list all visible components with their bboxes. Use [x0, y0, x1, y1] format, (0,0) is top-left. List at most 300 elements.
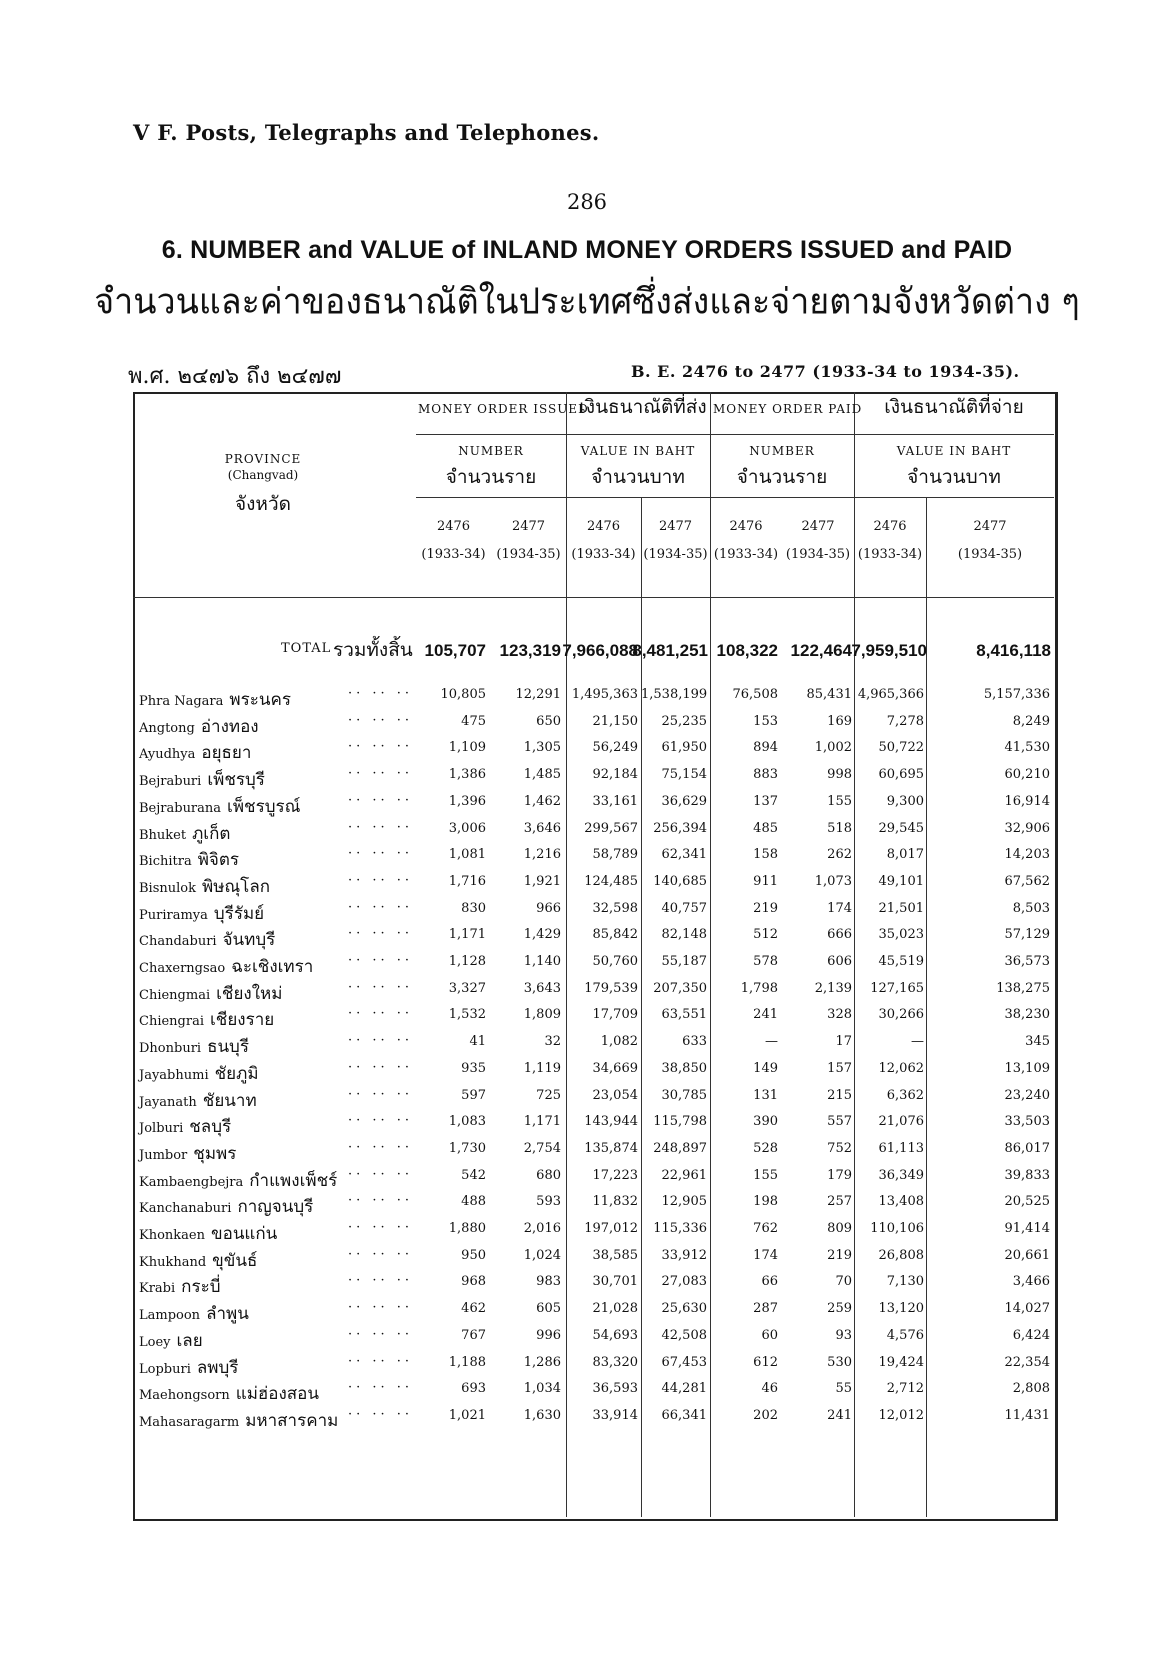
- table-cell: 85,842: [592, 927, 638, 943]
- table-cell: 894: [753, 740, 778, 756]
- table-cell: 61,113: [878, 1140, 924, 1156]
- table-cell: 605: [536, 1301, 561, 1317]
- total-cell: 7,959,510: [851, 641, 927, 660]
- table-cell: 63,551: [661, 1007, 707, 1023]
- table-cell: 1,921: [523, 873, 561, 889]
- table-cell: 157: [827, 1060, 852, 1076]
- table-cell: 179,539: [584, 980, 638, 996]
- table-cell: 33,914: [592, 1407, 638, 1423]
- table-cell: 2,139: [814, 980, 852, 996]
- header-rule-bottom: [133, 597, 1054, 598]
- province-name-thai: กำแพงเพ็ชร์: [249, 1170, 338, 1191]
- table-cell: 12,062: [878, 1060, 924, 1076]
- table-cell: 4,965,366: [857, 687, 924, 702]
- leader-dots: ·· ·· ··: [348, 1273, 414, 1289]
- province-name-thai: ขุขันธ์: [212, 1250, 258, 1271]
- table-cell: 207,350: [653, 980, 707, 996]
- table-cell: 485: [753, 820, 778, 836]
- table-cell: 13,408: [878, 1194, 924, 1210]
- year-header: 2476: [586, 519, 621, 534]
- table-row: [133, 843, 1053, 871]
- table-row: [133, 923, 1053, 951]
- table-cell: 66,341: [661, 1407, 707, 1423]
- table-cell: 14,203: [1004, 847, 1050, 863]
- table-row: [133, 1084, 1053, 1112]
- province-name-english: Mahasaragarm: [139, 1414, 240, 1430]
- province-name-english: Bhuket: [139, 827, 187, 843]
- table-cell: 950: [461, 1247, 486, 1263]
- table-cell: 1,216: [523, 847, 561, 863]
- section-heading: V F. Posts, Telegraphs and Telephones.: [133, 120, 600, 145]
- province-name-english: Puriramya: [139, 907, 208, 923]
- table-cell: 29,545: [878, 820, 924, 836]
- leader-dots: ·· ·· ··: [348, 766, 414, 782]
- table-cell: 1,429: [523, 927, 561, 943]
- province-name-english: Bejraburana: [139, 800, 222, 816]
- province-name-english: Chiengrai: [139, 1014, 204, 1030]
- table-cell: 85,431: [806, 687, 852, 702]
- table-cell: 155: [753, 1167, 778, 1183]
- leader-dots: ·· ·· ··: [348, 1033, 414, 1049]
- table-cell: 1,730: [448, 1140, 486, 1156]
- table-cell: 169: [827, 713, 852, 729]
- table-cell: 1,073: [814, 873, 852, 889]
- table-cell: 36,629: [661, 793, 707, 809]
- table-cell: 1,119: [523, 1060, 561, 1076]
- table-cell: 1,532: [448, 1007, 486, 1023]
- table-cell: 1,485: [523, 767, 561, 783]
- table-cell: 390: [753, 1114, 778, 1130]
- table-cell: 241: [753, 1007, 778, 1023]
- province-name-english: Ayudhya: [139, 747, 196, 763]
- table-cell: 911: [753, 873, 778, 889]
- table-cell: 762: [753, 1221, 778, 1236]
- table-cell: 21,076: [878, 1114, 924, 1130]
- table-cell: 50,722: [878, 740, 924, 756]
- table-cell: 41: [469, 1034, 486, 1050]
- province-name-english: Jayanath: [139, 1094, 197, 1110]
- province-name-english: Lopburi: [139, 1361, 191, 1377]
- table-cell: 135,874: [584, 1140, 638, 1156]
- table-cell: 3,006: [448, 820, 486, 836]
- table-cell: 1,305: [523, 740, 561, 756]
- table-cell: 262: [827, 847, 852, 863]
- province-name-thai: ขอนแก่น: [210, 1224, 278, 1244]
- table-cell: 12,905: [661, 1194, 707, 1210]
- province-name-english: Maehongsorn: [139, 1388, 230, 1404]
- leader-dots: ·· ·· ··: [348, 1380, 414, 1396]
- group-paid-label: MONEY ORDER PAID: [713, 402, 863, 416]
- province-name-thai: จันทบุรี: [222, 930, 276, 951]
- table-cell: 996: [536, 1327, 561, 1343]
- province-name-thai: อ่างทอง: [200, 716, 259, 737]
- year-header: 2477: [658, 519, 693, 534]
- leader-dots: ·· ·· ··: [348, 899, 414, 915]
- leader-dots: ·· ·· ··: [348, 1006, 414, 1022]
- table-cell: 11,431: [1004, 1407, 1050, 1423]
- year-header: 2476: [436, 519, 471, 534]
- province-name-thai: ชลบุรี: [189, 1117, 232, 1138]
- total-cell: 8,481,251: [632, 641, 708, 660]
- table-cell: 1,083: [448, 1114, 486, 1130]
- table-cell: 27,083: [661, 1274, 707, 1290]
- total-label: TOTAL: [281, 641, 332, 656]
- table-cell: 23,054: [592, 1087, 638, 1103]
- table-cell: 33,161: [592, 793, 638, 809]
- province-name-english: Bejraburi: [139, 774, 202, 790]
- table-cell: 22,961: [661, 1167, 707, 1183]
- year-header: 2476: [873, 519, 907, 534]
- table-cell: 1,171: [448, 927, 486, 943]
- total-row: [133, 635, 1053, 663]
- table-cell: 650: [536, 713, 561, 729]
- province-name-english: Jumbor: [139, 1147, 188, 1163]
- table-row: [133, 1003, 1053, 1031]
- table-cell: 512: [753, 927, 778, 943]
- table-cell: 115,336: [653, 1221, 707, 1236]
- table-cell: 55,187: [661, 954, 707, 969]
- table-cell: 883: [753, 767, 778, 783]
- table-cell: 38,230: [1004, 1007, 1050, 1023]
- province-name-thai: พิจิตร: [197, 850, 240, 871]
- money-orders-table: [133, 392, 1055, 1519]
- table-cell: 1,286: [523, 1354, 561, 1370]
- table-cell: 197,012: [584, 1221, 638, 1236]
- table-cell: 1,081: [448, 847, 486, 863]
- table-cell: 1,462: [523, 793, 561, 809]
- table-cell: 767: [461, 1327, 486, 1343]
- table-cell: 7,278: [886, 713, 924, 729]
- table-cell: 475: [461, 713, 486, 729]
- table-cell: 219: [827, 1247, 852, 1263]
- table-cell: 1,171: [523, 1114, 561, 1130]
- table-cell: 158: [753, 847, 778, 863]
- table-cell: 60: [761, 1327, 778, 1343]
- table-cell: 143,944: [584, 1114, 638, 1130]
- table-row: [133, 1190, 1053, 1218]
- table-cell: 935: [461, 1060, 486, 1076]
- province-name-thai: เชียงราย: [210, 1010, 275, 1031]
- leader-dots: ·· ·· ··: [348, 686, 414, 701]
- table-cell: 215: [827, 1087, 852, 1103]
- province-name-english: Dhonburi: [139, 1041, 202, 1057]
- leader-dots: ·· ·· ··: [348, 819, 414, 835]
- province-name: [139, 1407, 338, 1434]
- table-cell: 92,184: [592, 767, 638, 783]
- table-cell: 60,210: [1004, 767, 1050, 783]
- leader-dots: ·· ·· ··: [348, 926, 414, 942]
- province-name-english: Bisnulok: [139, 880, 196, 896]
- table-cell: 256,394: [653, 820, 707, 836]
- table-row: [133, 1404, 1053, 1432]
- table-cell: 7,130: [886, 1274, 924, 1290]
- table-cell: 40,757: [661, 900, 707, 916]
- table-cell: 1,021: [448, 1407, 486, 1423]
- table-cell: 257: [827, 1194, 852, 1210]
- table-row: [133, 950, 1053, 978]
- year-span-header: (1933-34): [571, 547, 636, 562]
- province-name-english: Kambaengbejra: [139, 1174, 244, 1190]
- table-cell: 1,396: [448, 793, 486, 809]
- table-row: [133, 1137, 1053, 1165]
- table-cell: 58,789: [592, 847, 638, 863]
- table-cell: 4,576: [886, 1327, 924, 1343]
- table-cell: 462: [461, 1301, 486, 1317]
- table-cell: 91,414: [1004, 1221, 1050, 1236]
- table-title-thai: จำนวนและค่าของธนาณัติในประเทศซึ่งส่งและจ่ายตามจังหวัดต่าง ๆ: [94, 281, 1080, 324]
- table-row: [133, 1377, 1053, 1405]
- table-row: [133, 1351, 1053, 1379]
- table-cell: 198: [753, 1194, 778, 1210]
- table-cell: 32,906: [1004, 820, 1050, 836]
- table-cell: 30,785: [661, 1087, 707, 1103]
- table-cell: 530: [827, 1354, 852, 1370]
- table-cell: 597: [461, 1087, 486, 1103]
- table-cell: 1,002: [814, 740, 852, 756]
- leader-dots: ·· ·· ··: [348, 953, 414, 968]
- table-title-english: 6. NUMBER and VALUE of INLAND MONEY ORDERS ISSUED and PAID: [161, 236, 1013, 264]
- table-cell: 241: [827, 1407, 852, 1423]
- province-name-thai: เพ็ชรบูรณ์: [227, 796, 301, 817]
- table-cell: 518: [827, 820, 852, 836]
- leader-dots: ·· ·· ··: [348, 1113, 414, 1129]
- table-cell: —: [765, 1034, 778, 1050]
- table-cell: 60,695: [878, 767, 924, 783]
- table-cell: 36,593: [592, 1381, 638, 1397]
- table-cell: 115,798: [653, 1114, 707, 1130]
- table-cell: 2,808: [1012, 1381, 1050, 1397]
- table-cell: 124,485: [584, 873, 638, 889]
- table-cell: 49,101: [878, 873, 924, 889]
- province-name-english: Phra Nagara: [139, 694, 224, 709]
- table-cell: 179: [827, 1167, 852, 1183]
- table-cell: 140,685: [653, 873, 707, 889]
- leader-dots: ·· ·· ··: [348, 1220, 414, 1235]
- table-cell: 42,508: [661, 1327, 707, 1343]
- group-issued-label: MONEY ORDER ISSUED: [418, 402, 589, 416]
- table-cell: 1,140: [523, 954, 561, 969]
- table-cell: 998: [827, 767, 852, 783]
- table-cell: 666: [827, 927, 852, 943]
- table-cell: 70: [835, 1274, 852, 1290]
- period-english: B. E. 2476 to 2477 (1933-34 to 1934-35).: [631, 362, 1020, 381]
- year-header: 2477: [801, 519, 835, 534]
- table-cell: 542: [461, 1167, 486, 1183]
- table-cell: 25,235: [661, 713, 707, 729]
- table-cell: 32,598: [592, 900, 638, 916]
- province-name-thai: ธนบุรี: [207, 1037, 249, 1058]
- table-cell: 1,716: [448, 873, 486, 889]
- table-cell: 12,291: [515, 687, 561, 702]
- table-cell: 219: [753, 900, 778, 916]
- table-cell: 137: [753, 793, 778, 809]
- table-row: [133, 1297, 1053, 1325]
- province-name-thai: ลพบุรี: [196, 1357, 239, 1378]
- group-paid-label-thai: เงินธนาณัติที่จ่าย: [884, 396, 1024, 418]
- table-cell: 54,693: [592, 1327, 638, 1343]
- province-name-english: Chandaburi: [139, 934, 217, 950]
- year-header: 2477: [511, 519, 546, 534]
- table-cell: 299,567: [584, 820, 638, 836]
- table-cell: 30,266: [878, 1007, 924, 1023]
- table-cell: 67,453: [661, 1354, 707, 1370]
- table-cell: 2,016: [523, 1221, 561, 1236]
- paid-number-header: NUMBER: [749, 444, 815, 458]
- table-cell: 149: [753, 1060, 778, 1076]
- province-header-thai: จังหวัด: [235, 493, 291, 515]
- province-name-english: Angtong: [139, 720, 195, 736]
- paid-value-header-thai: จำนวนบาท: [907, 466, 1001, 488]
- table-cell: 6,362: [886, 1087, 924, 1103]
- table-cell: 17: [835, 1034, 852, 1050]
- table-cell: 174: [753, 1247, 778, 1263]
- province-name-thai: เพ็ชรบุรี: [207, 770, 265, 791]
- table-cell: 3,327: [448, 980, 486, 996]
- table-cell: 62,341: [661, 847, 707, 863]
- table-cell: 725: [536, 1087, 561, 1103]
- leader-dots: ·· ·· ··: [348, 1086, 414, 1102]
- leader-dots: ·· ·· ··: [348, 1353, 414, 1369]
- table-row: [133, 1164, 1053, 1192]
- table-row: [133, 1217, 1053, 1245]
- province-name-thai: พิษณุโลก: [202, 876, 271, 897]
- table-row: [133, 1110, 1053, 1138]
- table-cell: 20,525: [1004, 1194, 1050, 1210]
- total-cell: 122,464: [790, 641, 852, 660]
- table-row: [133, 683, 1053, 711]
- total-cell: 8,416,118: [976, 641, 1051, 660]
- table-cell: 3,466: [1012, 1274, 1050, 1290]
- table-cell: 93: [835, 1327, 852, 1343]
- table-cell: 345: [1025, 1034, 1050, 1050]
- table-row: [133, 1030, 1053, 1058]
- province-name-english: Jolburi: [139, 1121, 184, 1137]
- table-cell: 26,808: [878, 1247, 924, 1263]
- issued-value-header-thai: จำนวนบาท: [591, 466, 685, 488]
- paid-number-header-thai: จำนวนราย: [736, 466, 828, 488]
- table-cell: 41,530: [1004, 740, 1050, 756]
- table-row: [133, 1270, 1053, 1298]
- table-cell: 1,386: [448, 767, 486, 783]
- table-cell: 55: [835, 1381, 852, 1397]
- table-cell: 2,754: [523, 1140, 561, 1156]
- table-cell: 11,832: [592, 1194, 638, 1210]
- table-cell: 45,519: [878, 954, 924, 969]
- province-name-thai: ลำพูน: [206, 1304, 249, 1325]
- table-cell: 33,503: [1004, 1114, 1050, 1130]
- table-cell: 57,129: [1004, 927, 1050, 943]
- table-cell: 8,017: [886, 847, 924, 863]
- table-cell: 83,320: [592, 1354, 638, 1370]
- table-cell: 752: [827, 1140, 852, 1156]
- province-name-english: Bichitra: [139, 854, 192, 870]
- table-cell: 3,646: [523, 820, 561, 836]
- leader-dots: ·· ·· ··: [348, 1246, 414, 1262]
- total-cell: 105,707: [424, 641, 486, 660]
- table-cell: 20,661: [1004, 1247, 1050, 1263]
- province-header: PROVINCE: [224, 452, 302, 466]
- paid-value-header: VALUE IN BAHT: [896, 444, 1012, 458]
- table-cell: 67,562: [1004, 873, 1050, 889]
- table-cell: 110,106: [870, 1221, 924, 1236]
- province-name-english: Jayabhumi: [139, 1067, 209, 1083]
- table-cell: 1,188: [448, 1354, 486, 1370]
- table-cell: 1,109: [448, 740, 486, 756]
- province-name-english: Chiengmai: [139, 987, 211, 1003]
- table-row: [133, 790, 1053, 818]
- table-cell: 12,012: [878, 1407, 924, 1423]
- header-rule-group: [416, 434, 1054, 435]
- table-cell: 13,109: [1004, 1060, 1050, 1076]
- leader-dots: ·· ·· ··: [348, 1193, 414, 1209]
- table-cell: 966: [536, 900, 561, 916]
- province-name-thai: มหาสารคาม: [245, 1410, 339, 1431]
- table-row: [133, 977, 1053, 1005]
- table-cell: 1,128: [448, 954, 486, 969]
- table-cell: 17,223: [592, 1167, 638, 1183]
- table-cell: 32: [544, 1034, 561, 1050]
- province-name-thai: แม่ฮ่องสอน: [235, 1384, 319, 1405]
- table-cell: 983: [536, 1274, 561, 1290]
- period-thai: พ.ศ. ๒๔๗๖ ถึง ๒๔๗๗: [128, 364, 342, 389]
- leader-dots: ·· ·· ··: [348, 846, 414, 862]
- province-name-english: Khukhand: [139, 1254, 207, 1270]
- table-cell: 86,017: [1004, 1140, 1050, 1156]
- table-cell: 248,897: [653, 1140, 707, 1156]
- table-cell: 174: [827, 900, 852, 916]
- table-cell: 528: [753, 1140, 778, 1156]
- total-cell: 7,966,088: [562, 641, 638, 660]
- table-row: [133, 1244, 1053, 1272]
- table-cell: 61,950: [661, 740, 707, 756]
- page-number: 286: [566, 190, 608, 214]
- province-name-english: Kanchanaburi: [139, 1201, 232, 1217]
- leader-dots: ·· ·· ··: [348, 739, 414, 755]
- table-cell: 968: [461, 1274, 486, 1290]
- table-cell: 33,912: [661, 1247, 707, 1263]
- province-name-thai: ชุมพร: [193, 1143, 237, 1164]
- table-cell: 21,150: [592, 713, 638, 729]
- table-cell: 44,281: [661, 1381, 707, 1397]
- table-cell: 680: [536, 1167, 561, 1183]
- table-cell: 34,669: [592, 1060, 638, 1076]
- table-row: [133, 897, 1053, 925]
- year-span-header: (1934-35): [785, 547, 851, 562]
- table-cell: 35,023: [878, 927, 924, 943]
- table-cell: 22,354: [1004, 1354, 1050, 1370]
- table-cell: 1,538,199: [641, 687, 708, 702]
- table-cell: 488: [461, 1194, 486, 1210]
- table-cell: 127,165: [870, 980, 924, 996]
- leader-dots: ·· ·· ··: [348, 712, 414, 728]
- province-name-thai: กาญจนบุรี: [237, 1197, 314, 1218]
- table-cell: 8,249: [1012, 713, 1050, 729]
- table-cell: 1,809: [523, 1007, 561, 1023]
- table-cell: 1,495,363: [571, 687, 638, 702]
- province-name-thai: เชียงใหม่: [216, 983, 283, 1004]
- table-cell: 259: [827, 1301, 852, 1317]
- province-name-thai: ชัยภูมิ: [214, 1063, 259, 1084]
- table-cell: 17,709: [592, 1007, 638, 1023]
- issued-number-header: NUMBER: [458, 444, 524, 458]
- table-cell: 66: [761, 1274, 778, 1290]
- year-span-header: (1933-34): [713, 547, 779, 562]
- table-cell: 1,798: [740, 980, 778, 996]
- table-cell: —: [911, 1034, 924, 1050]
- table-cell: 82,148: [661, 927, 707, 943]
- table-cell: 578: [753, 954, 778, 969]
- province-name-thai: พระนคร: [229, 690, 291, 710]
